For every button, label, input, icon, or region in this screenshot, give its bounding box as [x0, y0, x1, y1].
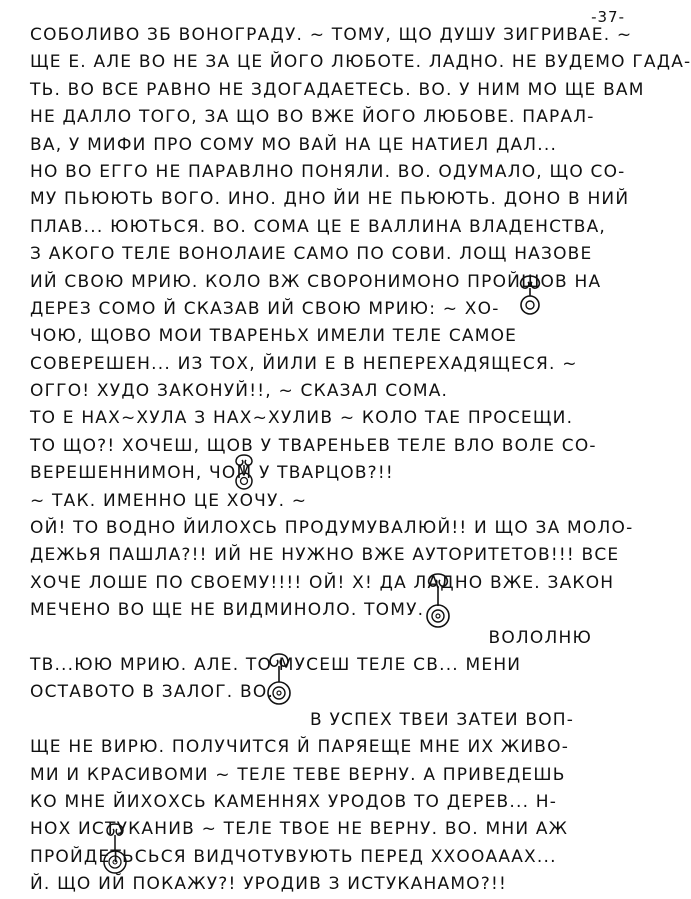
text-line: ОГГО! ХУДО ЗАКОНУЙ!!, ~ СКАЗАЛ СОМА.: [30, 381, 449, 402]
text-line: ВОЛОЛНЮ: [488, 627, 592, 648]
text-line: ИЙ СВОЮ МРИЮ. КОЛО ВЖ СВОРОНИМОНО ПРОЙШОВ НА: [30, 271, 602, 292]
text-line: ПЛАВ... ЮЮТЬСЯ. ВО. СОМА ЦЕ Е ВАЛЛИНА ВЛАДЕНСТВА,: [30, 216, 607, 237]
handwritten-text-block: [30, 22, 691, 899]
text-line: ЧОЮ, ЩОВО МОИ ТВАРЕНЬХ ИМЕЛИ ТЕЛЕ САМОЕ: [30, 326, 518, 347]
page-number: -37-: [591, 8, 625, 26]
text-line: НЕ ДАЛЛО ТОГО, ЗА ЩО ВО ВЖЕ ЙОГО ЛЮБОВЕ. ПАРАЛ-: [30, 107, 595, 128]
text-line: ВЕРЕШЕННИМОН, ЧОМ У ТВАРЦОВ?!!: [30, 463, 394, 484]
text-line: МЕЧЕНО ВО ЩЕ НЕ ВИДМИНОЛО. ТОМУ.: [30, 600, 425, 621]
text-line: ТО Е НАХ~ХУЛА З НАХ~ХУЛИВ ~ КОЛО ТАЕ ПРОСЕЩИ.: [30, 408, 574, 429]
text-line: ТЬ. ВО ВСЕ РАВНО НЕ ЗДОГАДАЕТЕСЬ. ВО. У НИМ МО ЩЕ ВАМ: [30, 79, 645, 100]
text-line: ~ ТАК. ИМЕННО ЦЕ ХОЧУ. ~: [30, 490, 308, 511]
text-line: СОБОЛИВО ЗБ ВОНОГРАДУ. ~ ТОМУ, ЩО ДУШУ ЗИГРИВАЕ. ~: [30, 25, 633, 45]
spiral-figure-icon: [262, 650, 296, 708]
text-line: В УСПЕХ ТВЕИ ЗАТЕИ ВОП-: [310, 709, 575, 730]
text-line: ОСТАВОТО В ЗАЛОГ. ВО.: [30, 682, 275, 703]
text-line: НОХ ИСТУКАНИВ ~ ТЕЛЕ ТВОЕ НЕ ВЕРНУ. ВО. МНИ АЖ: [30, 819, 569, 840]
spiral-figure-icon: [228, 452, 260, 492]
text-line: НО ВО ЕГГО НЕ ПАРАВЛНО ПОНЯЛИ. ВО. ОДУМАЛО, ЩО СО-: [30, 161, 626, 182]
text-line: ХОЧЕ ЛОШЕ ПО СВОЕМУ!!!! ОЙ! X! ДА ЛАДНО ВЖЕ. ЗАКОН: [30, 572, 615, 593]
text-line: ВА, У МИФИ ПРО СОМУ МО ВАЙ НА ЦЕ НАТИЕЛ ДАЛ...: [30, 134, 558, 155]
spiral-figure-icon: [420, 570, 456, 632]
text-line: ПРОЙДЕТЬСЬСЯ ВИДЧОТУВУЮТЬ ПЕРЕД ХХООАААХ...: [30, 846, 557, 867]
text-line: МУ ПЬЮЮТЬ ВОГО. ИНО. ДНО ЙИ НЕ ПЬЮЮТЬ. ДОНО В НИЙ: [30, 189, 630, 210]
text-line: МИ И КРАСИВОМИ ~ ТЕЛЕ ТЕВЕ ВЕРНУ. А ПРИВЕДЕШЬ: [30, 764, 566, 785]
text-line: ДЕРЕЗ СОМО Й СКАЗАВ ИЙ СВОЮ МРИЮ: ~ ХО-: [30, 298, 500, 319]
text-line: ЩЕ НЕ ВИРЮ. ПОЛУЧИТСЯ Й ПАРЯЕЩЕ МНЕ ИХ ЖИВО-: [30, 737, 570, 758]
text-line: ТО ЩО?! ХОЧЕШ, ЩОВ У ТВАРЕНЬЕВ ТЕЛЕ ВЛО ВОЛЕ СО-: [30, 435, 597, 456]
text-line: ОЙ! ТО ВОДНО ЙИЛОХСЬ ПРОДУМУВАЛЮЙ!! И ЩО ЗА МОЛО-: [30, 518, 634, 539]
text-line: ЩЕ Е. АЛЕ ВО НЕ ЗА ЦЕ ЙОГО ЛЮБОТЕ. ЛАДНО. НЕ ВУДЕМО ГАДА-: [30, 52, 691, 73]
text-line: ДЕЖЬЯ ПАШЛА?!! ИЙ НЕ НУЖНО ВЖЕ АУТОРИТЕТОВ!!! ВСЕ: [30, 545, 620, 566]
text-line: СОВЕРЕШЕН... ИЗ ТОХ, ЙИЛИ Е В НЕПЕРЕХАДЯЩЕСЯ. ~: [30, 353, 578, 374]
text-line: ТВ...ЮЮ МРИЮ. АЛЕ. ТО МУСЕШ ТЕЛЕ СВ... МЕНИ: [30, 654, 522, 675]
text-line: КО МНЕ ЙИХОХСЬ КАМЕННЯХ УРОДОВ ТО ДЕРЕВ... Н-: [30, 791, 558, 812]
text-line: З АКОГО ТЕЛЕ ВОНОЛАИЕ САМО ПО СОВИ. ЛОЩ НАЗОВЕ: [30, 244, 593, 265]
spiral-figure-icon: [510, 272, 550, 318]
spiral-figure-icon: [100, 820, 130, 880]
text-line: Й. ЩО ИЙ ПОКАЖУ?! УРОДИВ З ИСТУКАНАМО?!!: [30, 874, 508, 895]
